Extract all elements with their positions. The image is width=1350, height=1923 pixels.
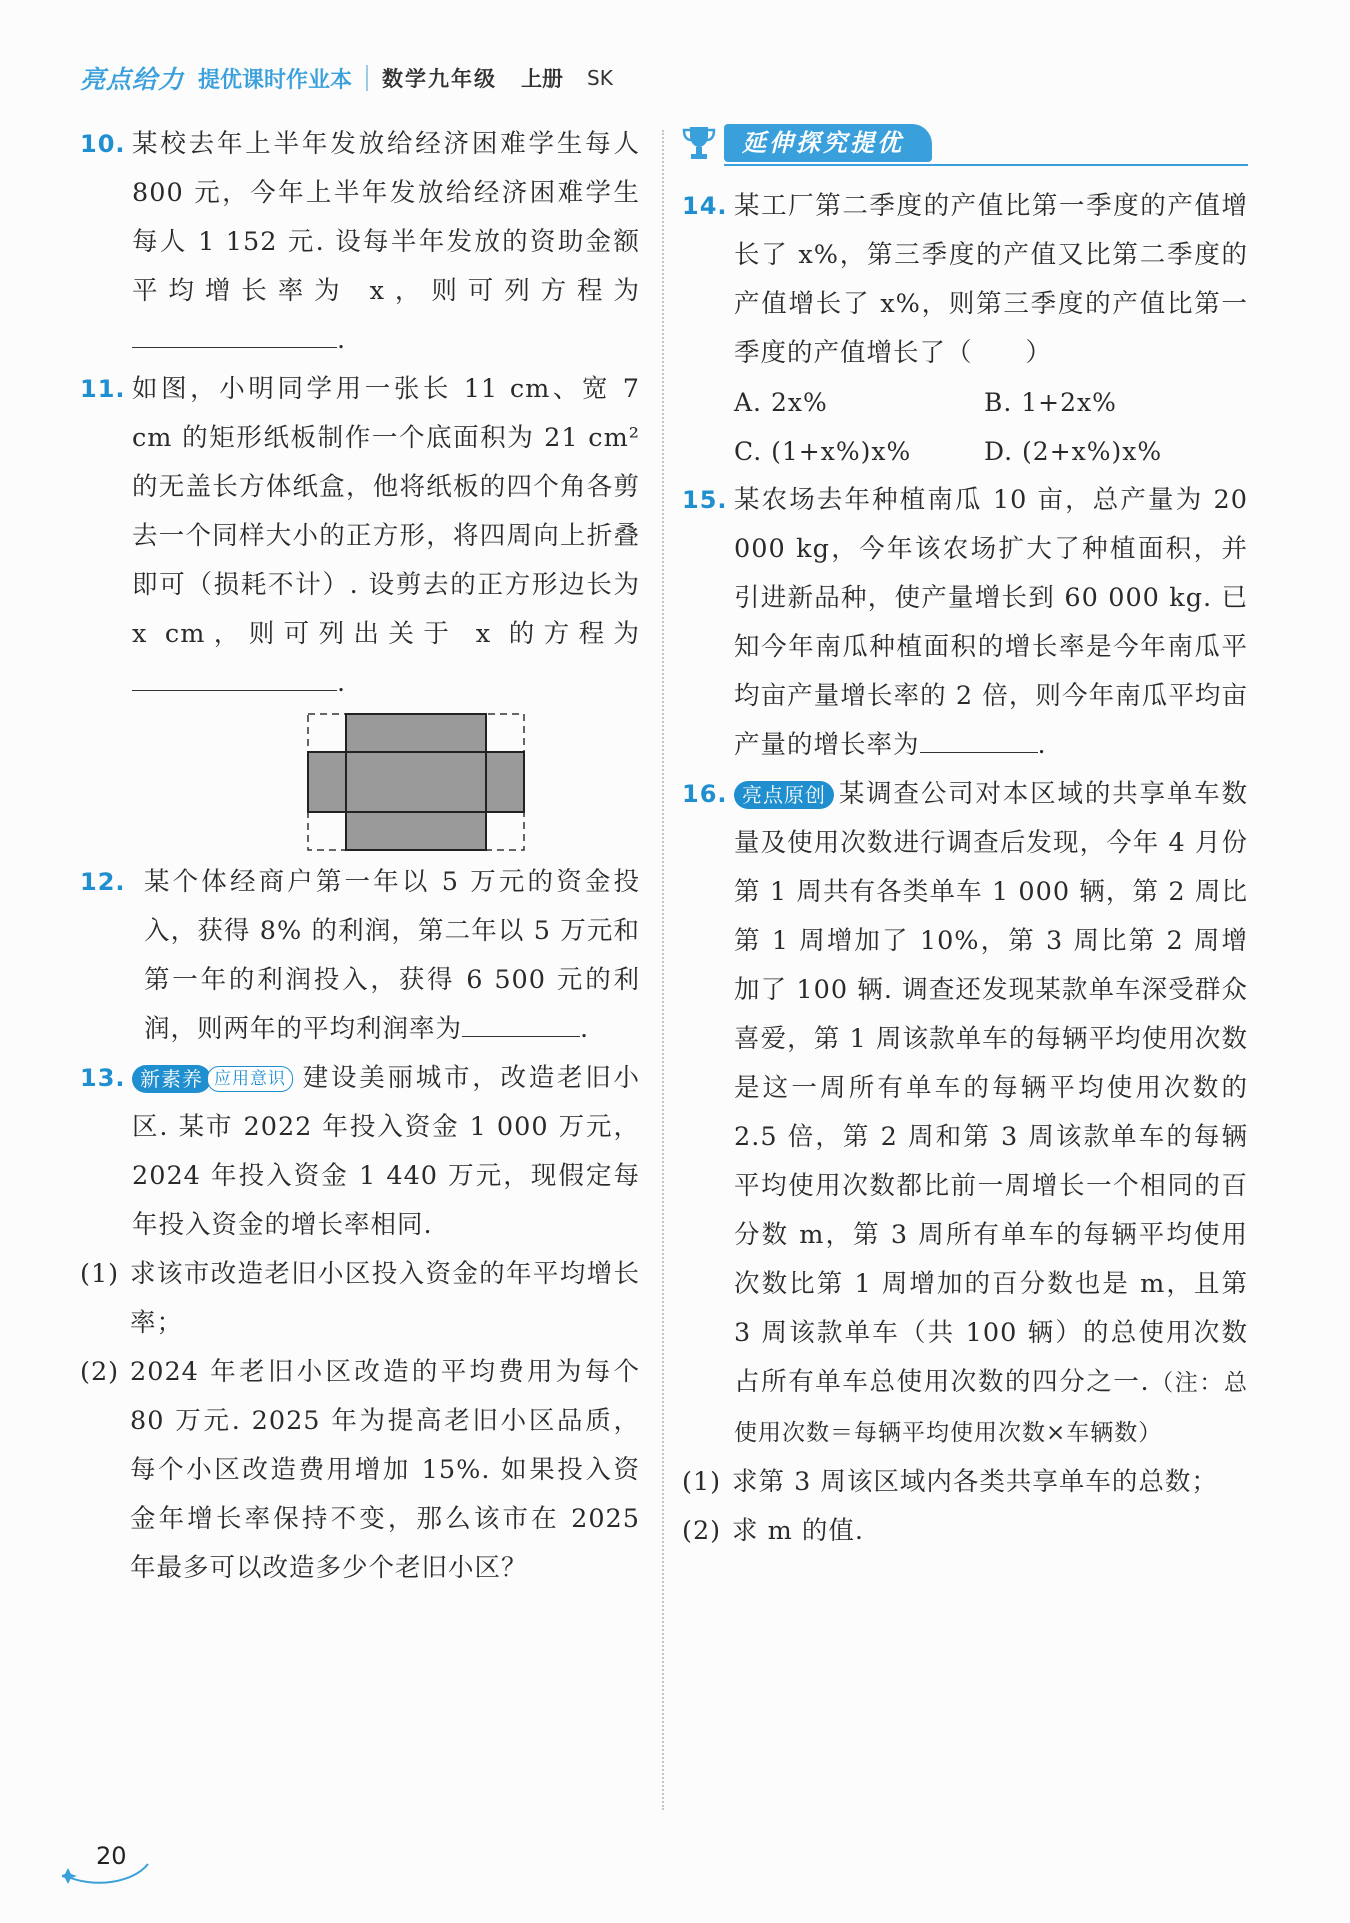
question-16 — [682, 770, 1248, 1458]
question-number: 12. — [80, 868, 126, 896]
question-13-part-1 — [80, 1250, 640, 1348]
question-text: 某农场去年种植南瓜 10 亩，总产量为 20 000 kg，今年该农场扩大了种植面积，并引进新品种，使产量增长到 60 000 kg. 已知今年南瓜种植面积的增长率是今年南瓜平均亩产量增长率的 2 倍，则今年南瓜平均亩产量的增长率为 — [734, 485, 1248, 760]
question-text: 某调查公司对本区域的共享单车数量及使用次数进行调查后发现，今年 4 月份第 1 周共有各类单车 1 000 辆，第 2 周比第 1 周增加了 10%，第 3 周比第 2 周增加了 100 辆. 调查还发现某款单车深受群众喜爱，第 1 周该款单车的每辆平均使用次数是这一周所有单车的每辆平均使用次数的 2.5 倍，第 2 周和第 3 周该款单车的每辆平均使用次数都比前一周增长一个相同的百分数 m，第 3 周所有单车的每辆平均使用次数比第 1 周增加的百分数也是 m，且第 3 周该款单车（共 100 辆）的总使用次数占所有单车总使用次数的四分之一. — [734, 779, 1248, 1397]
answer-blank[interactable] — [132, 660, 337, 691]
series-title: 提优课时作业本 — [198, 67, 353, 93]
question-text: 某工厂第二季度的产值比第一季度的产值增长了 x%，第三季度的产值又比第二季度的产值增长了 x%，则第三季度的产值比第一季度的产值增长了（ ） — [734, 191, 1248, 368]
punctuation: . — [580, 1014, 590, 1044]
part-label: (2) — [80, 1357, 120, 1387]
question-text: 建设美丽城市，改造老旧小区. 某市 2022 年投入资金 1 000 万元，2024 年投入资金 1 440 万元，现假定每年投入资金的增长率相同. — [132, 1063, 640, 1240]
question-number: 15. — [682, 486, 728, 514]
question-number: 11. — [80, 375, 126, 403]
page-header — [80, 58, 613, 98]
column-divider — [662, 130, 664, 1810]
new-literacy-tag: 新素养 — [132, 1065, 211, 1093]
left-column — [80, 120, 640, 1593]
page-number: 20 — [96, 1842, 127, 1870]
answer-blank[interactable] — [920, 722, 1038, 753]
question-number: 16. — [682, 780, 728, 808]
box-net-diagram — [306, 712, 526, 852]
part-label: (1) — [682, 1467, 722, 1497]
part-label: (2) — [682, 1516, 722, 1546]
original-tag: 亮点原创 — [734, 781, 834, 809]
subject-label: 数学九年级 — [382, 67, 498, 91]
question-15 — [682, 476, 1248, 770]
part-text: 求 m 的值. — [732, 1516, 864, 1546]
part-text: 2024 年老旧小区改造的平均费用为每个 80 万元. 2025 年为提高老旧小区品质，每个小区改造费用增加 15%. 如果投入资金年增长率保持不变，那么该市在 2025 年最多可以改造多少个老旧小区？ — [130, 1357, 640, 1583]
option-a[interactable]: A. 2x% — [734, 388, 828, 417]
question-16-part-2 — [682, 1507, 1248, 1556]
trophy-icon — [682, 124, 716, 162]
volume-label: 上册 — [521, 67, 564, 91]
question-13-part-2 — [80, 1348, 640, 1593]
punctuation: . — [337, 325, 347, 355]
right-column — [682, 120, 1248, 1556]
punctuation: . — [337, 668, 347, 698]
question-text: 某个体经商户第一年以 5 万元的资金投入，获得 8% 的利润，第二年以 5 万元和第一年的利润投入，获得 6 500 元的利润，则两年的平均利润率为 — [144, 867, 640, 1044]
question-10 — [80, 120, 640, 365]
question-11 — [80, 365, 640, 708]
answer-blank[interactable] — [462, 1006, 580, 1037]
option-c[interactable]: C. (1+x%)x% — [734, 437, 912, 466]
brand-logo: 亮点给力 — [80, 65, 185, 94]
question-16-part-1 — [682, 1458, 1248, 1507]
question-number: 10. — [80, 130, 126, 158]
question-note: （注：总使用次数＝每辆平均使用次数×车辆数） — [734, 1370, 1249, 1446]
punctuation: . — [1037, 730, 1047, 760]
question-14 — [682, 182, 1248, 378]
part-text: 求第 3 周该区域内各类共享单车的总数； — [732, 1467, 1218, 1497]
section-title: 延伸探究提优 — [724, 124, 932, 162]
section-underline — [724, 164, 1248, 166]
question-text: 如图，小明同学用一张长 11 cm、宽 7 cm 的矩形纸板制作一个底面积为 21 cm² 的无盖长方体纸盒，他将纸板的四个角各剪去一个同样大小的正方形，将四周向上折叠即可（损耗不计）. 设剪去的正方形边长为 x cm，则可列出关于 x 的方程为 — [132, 374, 640, 649]
question-13 — [80, 1054, 640, 1250]
question-number: 13. — [80, 1064, 126, 1092]
application-awareness-tag: 应用意识 — [207, 1066, 293, 1092]
section-header — [682, 120, 1248, 170]
choice-options — [734, 378, 1248, 476]
edition-label: SK — [587, 66, 613, 90]
question-12 — [80, 858, 640, 1054]
question-text: 某校去年上半年发放给经济困难学生每人 800 元，今年上半年发放给经济困难学生每人 1 152 元. 设每半年发放的资助金额平均增长率为 x，则可列方程为 — [132, 129, 640, 306]
question-number: 14. — [682, 192, 728, 220]
box-net-figure — [306, 712, 526, 852]
header-divider — [366, 65, 368, 91]
answer-blank[interactable] — [132, 317, 337, 348]
option-d[interactable]: D. (2+x%)x% — [984, 437, 1163, 466]
part-label: (1) — [80, 1259, 120, 1289]
option-b[interactable]: B. 1+2x% — [984, 388, 1117, 417]
part-text: 求该市改造老旧小区投入资金的年平均增长率； — [130, 1259, 640, 1338]
